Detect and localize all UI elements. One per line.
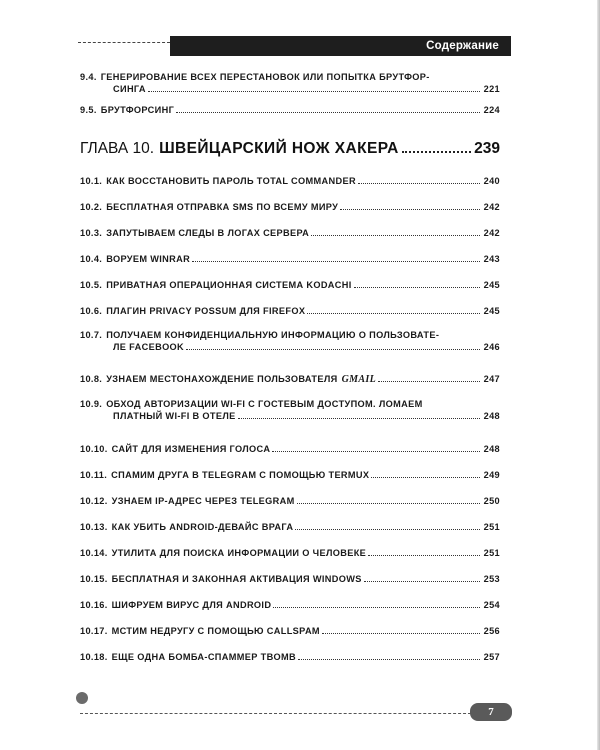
entry-page-number: 247 [483,374,500,384]
entry-number: 10.10. [80,444,108,454]
entry-number: 10.3. [80,228,103,238]
toc-entry[interactable] [80,71,500,95]
leader-dots [371,476,480,478]
entry-number: 10.9. [80,399,103,409]
entry-title-line1: ОБХОД АВТОРИЗАЦИИ WI-FI С ГОСТЕВЫМ ДОСТУПОМ. ЛОМАЕМ [106,399,423,409]
leader-dots [307,312,480,314]
leader-dots [297,502,480,504]
toc-entry[interactable] [80,625,500,637]
toc-entry[interactable] [80,651,500,663]
entry-title: УЗНАЕМ МЕСТОНАХОЖДЕНИЕ ПОЛЬЗОВАТЕЛЯ [106,374,338,384]
toc-entry[interactable] [80,104,500,116]
toc-entry[interactable] [80,305,500,317]
leader-dots [272,450,480,452]
toc-entry[interactable] [80,599,500,611]
entry-number: 10.7. [80,330,103,340]
entry-page-number: 251 [483,548,500,558]
entry-title: ПРИВАТНАЯ ОПЕРАЦИОННАЯ СИСТЕМА KODACHI [106,280,352,290]
entry-title: МСТИМ НЕДРУГУ С ПОМОЩЬЮ CALLSPAM [111,626,320,636]
leader-dots [192,260,480,262]
entry-page-number: 254 [483,600,500,610]
entry-page-number: 240 [483,176,500,186]
toc-entry[interactable] [80,521,500,533]
chapter-page-number: 239 [474,140,500,157]
entry-number: 10.8. [80,374,103,384]
toc-entry[interactable] [80,495,500,507]
entry-page-number: 224 [483,105,500,115]
footer-bullet-icon [76,692,88,704]
entry-number: 10.17. [80,626,108,636]
entry-title: УТИЛИТА ДЛЯ ПОИСКА ИНФОРМАЦИИ О ЧЕЛОВЕКЕ [111,548,367,558]
leader-dots [364,580,480,582]
entry-title: СПАМИМ ДРУГА В TELEGRAM С ПОМОЩЬЮ TERMUX [111,470,370,480]
toc-entry[interactable] [80,227,500,239]
entry-page-number: 248 [483,411,500,421]
entry-title: ПЛАГИН PRIVACY POSSUM ДЛЯ FIREFOX [106,306,306,316]
entry-page-number: 248 [483,444,500,454]
entry-title-line2: СИНГА [113,84,146,94]
entry-number: 10.13. [80,522,108,532]
entry-page-number: 243 [483,254,500,264]
entry-page-number: 256 [483,626,500,636]
footer-dashed-rule [80,713,476,714]
entry-title: БЕСПЛАТНАЯ И ЗАКОННАЯ АКТИВАЦИЯ WINDOWS [111,574,362,584]
chapter-heading[interactable] [80,140,500,158]
entry-number: 10.5. [80,280,103,290]
entry-title: БРУТФОРСИНГ [100,105,175,115]
entry-title-italic: GMAIL [341,374,377,385]
chapter-title: ШВЕЙЦАРСКИЙ НОЖ ХАКЕРА [159,140,399,157]
entry-number: 10.12. [80,496,108,506]
toc-entry[interactable] [80,547,500,559]
entry-title: ЕЩЕ ОДНА БОМБА-СПАММЕР TBOMB [111,652,297,662]
chapter-label: ГЛАВА 10. [80,140,155,157]
entry-page-number: 245 [483,306,500,316]
entry-number: 10.11. [80,470,108,480]
entry-title: КАК ВОССТАНОВИТЬ ПАРОЛЬ TOTAL COMMANDER [106,176,356,186]
toc-entry[interactable] [80,329,500,353]
entry-page-number: 245 [483,280,500,290]
entry-number: 10.4. [80,254,103,264]
entry-page-number: 242 [483,228,500,238]
entry-page-number: 250 [483,496,500,506]
leader-dots [354,286,480,288]
page-number: 7 [488,706,494,718]
entry-page-number: 253 [483,574,500,584]
leader-dots [368,554,480,556]
entry-number: 10.15. [80,574,108,584]
leader-dots [176,111,480,113]
entry-page-number: 221 [483,84,500,94]
entry-title: УЗНАЕМ IP-АДРЕС ЧЕРЕЗ TELEGRAM [111,496,295,506]
entry-page-number: 257 [483,652,500,662]
entry-title: ВОРУЕМ WINRAR [106,254,191,264]
toc-entry[interactable] [80,573,500,585]
toc-entry[interactable] [80,469,500,481]
entry-title: ЗАПУТЫВАЕМ СЛЕДЫ В ЛОГАХ СЕРВЕРА [106,228,310,238]
entry-page-number: 249 [483,470,500,480]
entry-title: БЕСПЛАТНАЯ ОТПРАВКА SMS ПО ВСЕМУ МИРУ [106,202,339,212]
leader-dots [273,606,480,608]
toc-entry[interactable] [80,253,500,265]
leader-dots [295,528,480,530]
toc-entry[interactable] [80,443,500,455]
entry-title-line1: ГЕНЕРИРОВАНИЕ ВСЕХ ПЕРЕСТАНОВОК ИЛИ ПОПЫТКА БРУТФОР- [100,72,430,82]
entry-page-number: 246 [483,342,500,352]
entry-number: 10.6. [80,306,103,316]
entry-title-line2: ПЛАТНЫЙ WI-FI В ОТЕЛЕ [113,411,236,421]
entry-title: ШИФРУЕМ ВИРУС ДЛЯ ANDROID [111,600,272,610]
leader-dots [238,417,480,419]
toc-entry[interactable] [80,279,500,291]
entry-number: 9.4. [80,72,97,82]
entry-title: КАК УБИТЬ ANDROID-ДЕВАЙС ВРАГА [111,522,294,532]
leader-dots [340,208,480,210]
entry-number: 10.18. [80,652,108,662]
toc-entry[interactable] [80,398,500,422]
leader-dots [402,150,471,153]
leader-dots [148,90,480,92]
section-title: Содержание [426,40,499,52]
toc-entry[interactable] [80,201,500,213]
entry-number: 9.5. [80,105,97,115]
entry-number: 10.16. [80,600,108,610]
header-dashed-rule [78,42,170,43]
toc-entry[interactable] [80,373,500,386]
toc-entry[interactable] [80,175,500,187]
entry-page-number: 251 [483,522,500,532]
entry-title-line1: ПОЛУЧАЕМ КОНФИДЕНЦИАЛЬНУЮ ИНФОРМАЦИЮ О ПОЛЬЗОВАТЕ- [106,330,440,340]
leader-dots [378,380,480,382]
leader-dots [298,658,480,660]
leader-dots [358,182,480,184]
section-header [170,36,511,56]
entry-number: 10.2. [80,202,103,212]
page-number-badge [470,703,512,721]
entry-page-number: 242 [483,202,500,212]
leader-dots [311,234,480,236]
entry-title: САЙТ ДЛЯ ИЗМЕНЕНИЯ ГОЛОСА [111,444,271,454]
entry-number: 10.1. [80,176,103,186]
leader-dots [322,632,480,634]
entry-title-line2: ЛЕ FACEBOOK [113,342,185,352]
entry-number: 10.14. [80,548,108,558]
leader-dots [186,348,480,350]
